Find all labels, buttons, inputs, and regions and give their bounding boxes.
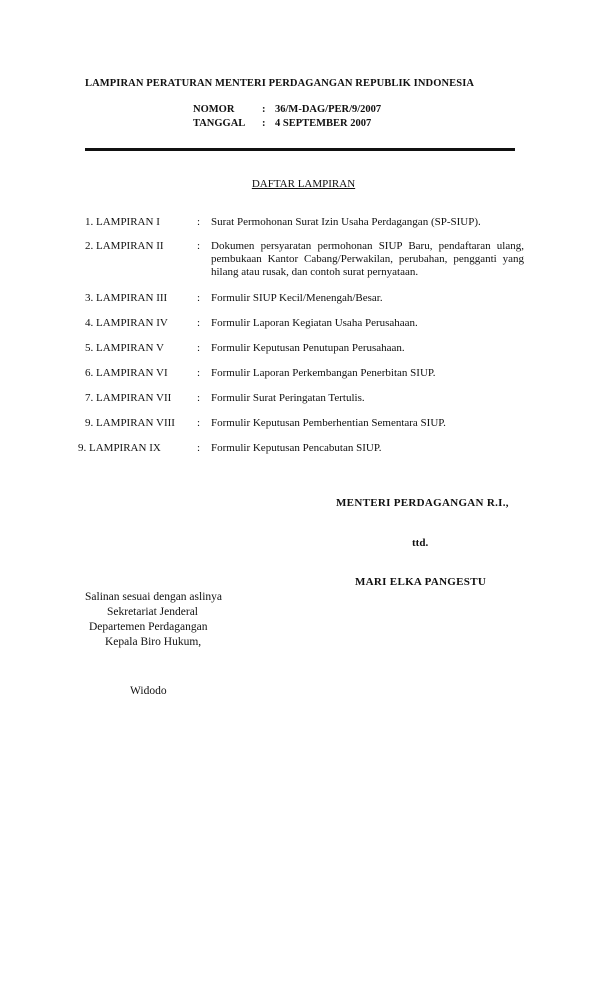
lampiran-colon: : [197,240,201,252]
lampiran-description: Formulir Laporan Perkembangan Penerbitan SIUP. [211,367,436,379]
lampiran-number: 2. LAMPIRAN II [85,240,164,252]
header-divider [85,148,515,151]
lampiran-description: Formulir Keputusan Pencabutan SIUP. [211,442,382,454]
lampiran-description: Dokumen persyaratan permohonan SIUP Baru, pendaftaran ulang, pembukaan Kantor Cabang/Perwakilan, perubahan, pengganti yang hilang atau rusak, dan contoh surat pernyataan. [211,240,524,278]
lampiran-number: 1. LAMPIRAN I [85,216,160,228]
lampiran-description: Formulir Keputusan Penutupan Perusahaan. [211,342,405,354]
lampiran-description: Formulir Laporan Kegiatan Usaha Perusahaan. [211,317,418,329]
copy-note-line: Departemen Perdagangan [89,621,208,633]
lampiran-description: Formulir Keputusan Pemberhentian Sementara SIUP. [211,417,446,429]
lampiran-number: 7. LAMPIRAN VII [85,392,172,404]
tanggal-value: 4 SEPTEMBER 2007 [275,118,372,129]
tanggal-colon: : [262,118,266,129]
nomor-label: NOMOR [193,104,235,115]
lampiran-colon: : [197,442,201,454]
nomor-value: 36/M-DAG/PER/9/2007 [275,104,382,115]
lampiran-colon: : [197,367,201,379]
lampiran-description: Surat Permohonan Surat Izin Usaha Perdagangan (SP-SIUP). [211,216,481,228]
document-title: LAMPIRAN PERATURAN MENTERI PERDAGANGAN REPUBLIK INDONESIA [85,78,475,89]
nomor-colon: : [262,104,266,115]
lampiran-number: 3. LAMPIRAN III [85,292,168,304]
copy-note-line: Kepala Biro Hukum, [105,636,202,648]
lampiran-colon: : [197,417,201,429]
lampiran-number: 9. LAMPIRAN IX [78,442,161,454]
copy-note-line: Salinan sesuai dengan aslinya [85,591,223,603]
lampiran-description: Formulir SIUP Kecil/Menengah/Besar. [211,292,383,304]
lampiran-colon: : [197,292,201,304]
lampiran-colon: : [197,216,201,228]
copy-note-signer: Widodo [130,685,167,697]
signatory-name: MARI ELKA PANGESTU [355,576,487,588]
lampiran-number: 5. LAMPIRAN V [85,342,164,354]
tanggal-label: TANGGAL [193,118,246,129]
copy-note-line: Sekretariat Jenderal [107,606,198,618]
signatory-title: MENTERI PERDAGANGAN R.I., [336,497,509,509]
lampiran-number: 9. LAMPIRAN VIII [85,417,175,429]
lampiran-number: 4. LAMPIRAN IV [85,317,168,329]
lampiran-colon: : [197,342,201,354]
lampiran-colon: : [197,392,201,404]
lampiran-colon: : [197,317,201,329]
list-heading: DAFTAR LAMPIRAN [251,178,356,190]
lampiran-description: Formulir Surat Peringatan Tertulis. [211,392,365,404]
signed-mark: ttd. [412,537,429,549]
lampiran-number: 6. LAMPIRAN VI [85,367,168,379]
